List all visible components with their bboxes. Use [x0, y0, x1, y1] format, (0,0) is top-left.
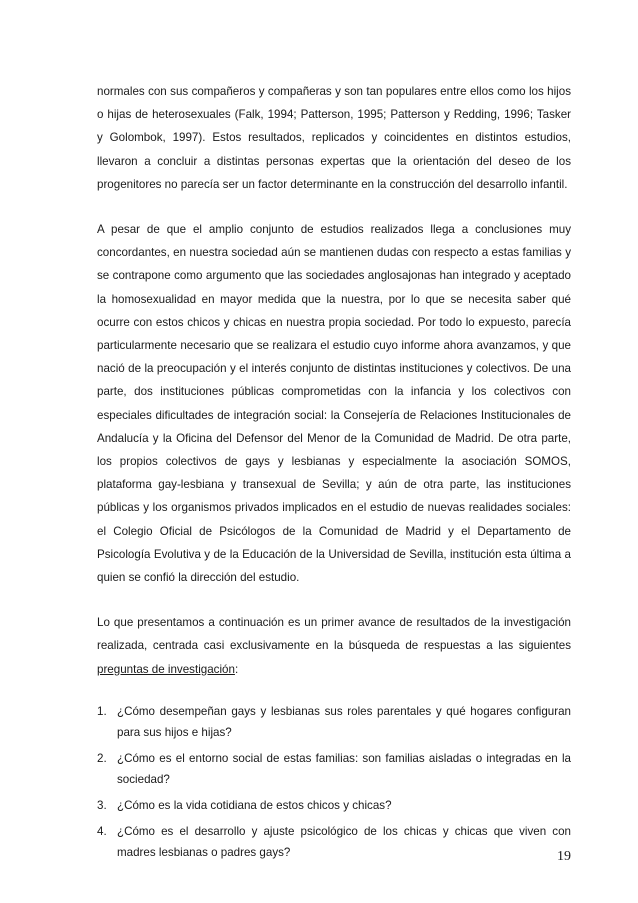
- page-number: 19: [557, 849, 571, 864]
- research-questions-list: [97, 701, 571, 863]
- list-number: 3.: [97, 798, 107, 812]
- intro-text: Lo que presentamos a continuación es un primer avance de resultados de la investigación realizada, centrada casi exclusivamente en la búsqueda de respuestas a las siguientes: [97, 616, 571, 653]
- list-text: ¿Cómo es la vida cotidiana de estos chicos y chicas?: [117, 798, 392, 812]
- list-number: 1.: [97, 704, 107, 718]
- list-number: 4.: [97, 824, 107, 838]
- paragraph-intro: [97, 611, 571, 681]
- list-text: ¿Cómo desempeñan gays y lesbianas sus roles parentales y qué hogares configuran para sus hijos e hijas?: [117, 704, 571, 739]
- list-item: [97, 821, 571, 863]
- paragraph-2: A pesar de que el amplio conjunto de estudios realizados llega a conclusiones muy concordantes, en nuestra sociedad aún se mantienen dudas con respecto a estas familias y se contrapone como argumento que las sociedades anglosajonas han integrado y aceptado la homosexualidad en mayor medida que la nuestra, por lo que se necesita saber qué ocurre con estos chicos y chicas en nuestra propia sociedad. Por todo lo expuesto, parecía particularmente necesario que se realizara el estudio cuyo informe ahora avanzamos, y que nació de la preocupación y el interés conjunto de distintas instituciones y colectivos. De una parte, dos instituciones públicas comprometidas con la infancia y los colectivos con especiales dificultades de integración social: la Consejería de Relaciones Institucionales de Andalucía y la Oficina del Defensor del Menor de la Comunidad de Madrid. De otra parte, los propios colectivos de gays y lesbianas y especialmente la asociación SOMOS, plataforma gay-lesbiana y transexual de Sevilla; y aún de otra parte, las instituciones públicas y los organismos privados implicados en el estudio de nuevas realidades sociales: el Colegio Oficial de Psicólogos de la Comunidad de Madrid y el Departamento de Psicología Evolutiva y de la Educación de la Universidad de Sevilla, institución esta última a quien se confió la dirección del estudio.: [97, 223, 571, 585]
- list-text: ¿Cómo es el desarrollo y ajuste psicológico de los chicas y chicas que viven con madres lesbianas o padres gays?: [117, 824, 571, 859]
- list-item: [97, 748, 571, 790]
- list-number: 2.: [97, 751, 107, 765]
- document-body: [97, 80, 571, 868]
- research-questions-phrase: preguntas de investigación: [97, 662, 235, 676]
- list-item: [97, 701, 571, 743]
- paragraph-1: normales con sus compañeros y compañeras y son tan populares entre ellos como los hijos o hijas de heterosexuales (Falk, 1994; Patterson, 1995; Patterson y Redding, 1996; Tasker y Golombok, 1997). Estos resultados, replicados y coincidentes en distintos estudios, llevaron a concluir a distintas personas expertas que la orientación del deseo de los progenitores no parecía ser un factor determinante en la construcción del desarrollo infantil.: [97, 85, 571, 191]
- intro-colon: :: [234, 662, 239, 676]
- list-item: [97, 795, 571, 816]
- list-text: ¿Cómo es el entorno social de estas familias: son familias aisladas o integradas en la sociedad?: [117, 751, 571, 786]
